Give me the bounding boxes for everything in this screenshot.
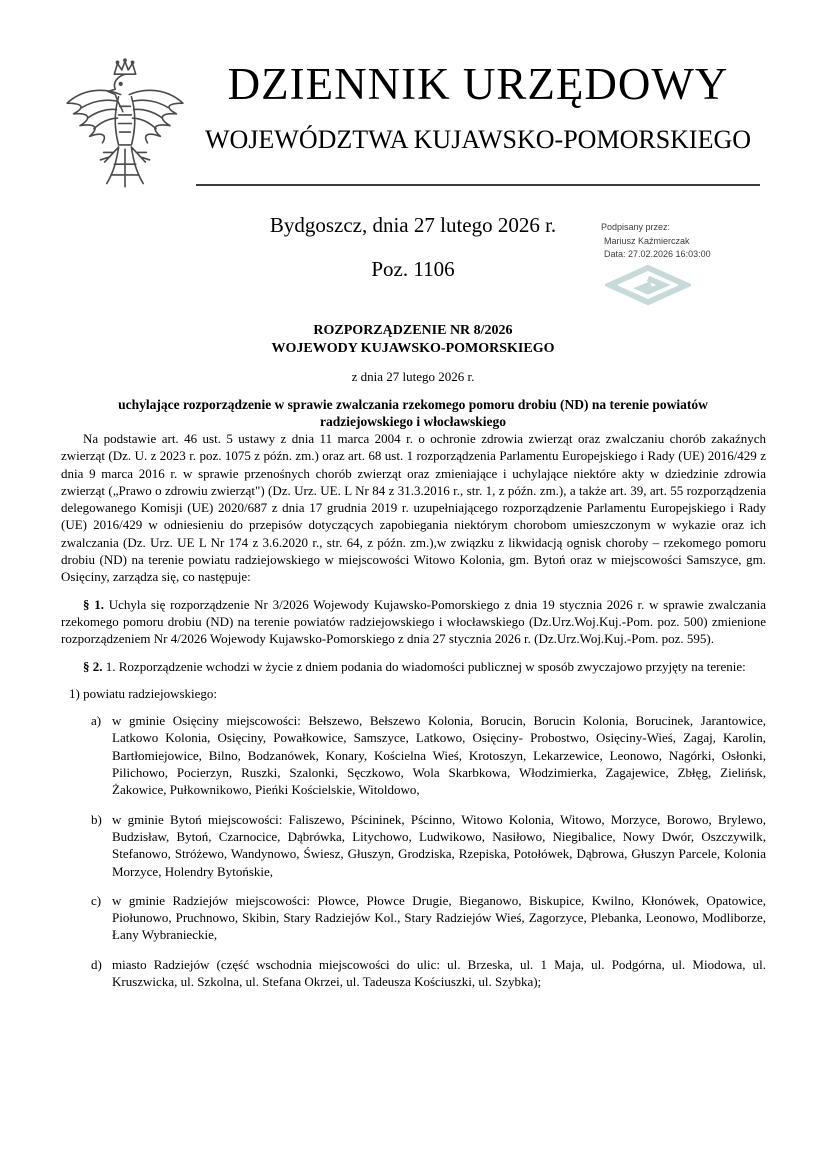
section-2-paragraph [61, 658, 766, 675]
lettered-item-a-marker: a) [91, 713, 102, 729]
lettered-item-a [61, 712, 766, 798]
masthead-divider [196, 184, 760, 186]
section-1-text: Uchyla się rozporządzenie Nr 3/2026 Wojewody Kujawsko-Pomorskiego z dnia 19 stycznia 2026 r. w sprawie zwalczania rzekomego pomoru drobiu (ND) na terenie powiatów radziejowskiego i włocławskiego (Dz.Urz.Woj.Kuj.-Pom. poz. 500) zmienione rozporządzeniem Nr 4/2026 Wojewody Kujawsko-Pomorskiego z dnia 27 stycznia 2026 r. (Dz.Urz.Woj.Kuj.-Pom. poz. 595). [61, 596, 767, 647]
section-2-text: 1. Rozporządzenie wchodzi w życie z dniem podania do wiadomości publicznej w sposób zwyczajowo przyjęty na terenie: [105, 658, 746, 674]
act-date: z dnia 27 lutego 2026 r. [351, 369, 475, 384]
lettered-item-c-text: w gminie Radziejów miejscowości: Płowce, Płowce Drugie, Bieganowo, Biskupice, Kwilno, Kłonówek, Opatowice, Piołunowo, Pruchnowo, Skibin, Stary Radziejów Kol., Stary Radziejów Wieś, Zagorzyce, Plebanka, Leonowo, Modliborze, Łany Wybranieckie, [112, 892, 766, 943]
act-heading [60, 322, 766, 430]
lettered-item-c [61, 892, 766, 944]
polish-eagle-emblem [60, 56, 190, 206]
act-subject: uchylające rozporządzenie w sprawie zwalczania rzekomego pomoru drobiu (ND) na terenie powiatów radziejowskiego i włocławskiego [118, 397, 708, 429]
position-number: Poz. 1106 [371, 257, 455, 281]
lettered-item-b-marker: b) [91, 811, 102, 827]
lettered-item-d [61, 956, 766, 991]
lettered-item-d-text: miasto Radziejów (część wschodnia miejscowości do ulic: ul. Brzeska, ul. 1 Maja, ul. Podgórna, ul. Miodowa, ul. Kruszwicka, ul. Szkolna, ul. Stefana Okrzei, ul. Tadeusza Kościuszki, ul. Szybka); [112, 956, 766, 990]
journal-subtitle: WOJEWÓDZTWA KUJAWSKO-POMORSKIEGO [204, 125, 752, 154]
lettered-item-c-marker: c) [91, 892, 102, 908]
numbered-item-1: 1) powiatu radziejowskiego: [69, 685, 218, 701]
journal-title: DZIENNIK URZĘDOWY [227, 59, 729, 109]
lettered-item-b [61, 811, 766, 880]
act-title-line1: ROZPORZĄDZENIE NR 8/2026 [313, 323, 513, 338]
section-2-marker: § 2. [83, 658, 103, 674]
signature-signed-by-label: Podpisany przez: [601, 222, 671, 232]
section-1-marker: § 1. [83, 596, 104, 612]
signature-date: Data: 27.02.2026 16:03:00 [604, 249, 711, 259]
lettered-item-a-text: w gminie Osięciny miejscowości: Bełszewo, Bełszewo Kolonia, Borucin, Borucin Kolonia, Borucinek, Jarantowice, Latkowo Kolonia, Osięciny, Powałkowice, Samszyce, Latkowo, Osięciny- Probostwo, Osięciny-Wieś, Zagaj, Karolin, Bartłomiejowice, Bilno, Bodzanówek, Konary, Kościelna Wieś, Krotoszyn, Lekarzewice, Leonowo, Nagórki, Osłonki, Pilichowo, Pocierzyn, Ruszki, Szalonki, Sęczkowo, Wola Skarbkowa, Włodzimierka, Zagajewice, Zbłęg, Zielińsk, Żakowice, Pułkownikowo, Pieńki Kościelskie, Witoldowo, [112, 713, 766, 798]
act-body [61, 430, 766, 1002]
lettered-item-d-marker: d) [91, 956, 102, 972]
section-1-paragraph [61, 596, 766, 648]
preamble-paragraph: Na podstawie art. 46 ust. 5 ustawy z dnia 11 marca 2004 r. o ochronie zdrowia zwierząt oraz zwalczaniu chorób zakaźnych zwierząt (Dz. U. z 2023 r. poz. 1075 z późn. zm.) oraz art. 68 ust. 1 rozporządzenia Parlamentu Europejskiego i Rady (UE) 2016/429 z dnia 9 marca 2016 r. w sprawie przenośnych chorób zwierząt oraz zmieniające i uchylające niektóre akty w dziedzinie zdrowia zwierząt („Prawo o zdrowiu zwierząt") (Dz. Urz. UE. L Nr 84 z 31.3.2016 r., str. 1, z późn. zm.), a także art. 39, art. 55 rozporządzenia delegowanego Komisji (UE) 2020/687 z dnia 17 grudnia 2019 r. uzupełniającego rozporządzenie Parlamentu Europejskiego i Rady (UE) 2016/429 w odniesieniu do przepisów dotyczących zapobiegania niektórym chorobom umieszczonym w wykazie oraz ich zwalczania (Dz. Urz. UE L Nr 174 z 3.6.2020 r., str. 64, z późn. zm.),w związku z likwidacją ognisk choroby – rzekomego pomoru drobiu (ND) na terenie powiatu radziejowskiego w miejscowości Witowo Kolonia, gm. Bytoń oraz w miejscowości Samszyce, gm. Osięciny, zarządza się, co następuje: [61, 431, 766, 585]
masthead [192, 60, 764, 155]
lettered-item-b-text: w gminie Bytoń miejscowości: Faliszewo, Pścininek, Pścinno, Witowo Kolonia, Witowo, Morzyce, Borowo, Brylewo, Budzisław, Bytoń, Czarnocice, Dąbrówka, Litychowo, Ludwikowo, Nasiłowo, Niegibalice, Nowy Dwór, Oszczywilk, Stefanowo, Stróżewo, Wandynowo, Świesz, Głuszyn, Grodziska, Rzepiska, Potołówek, Dąbrowa, Głuszyn Parcele, Kolonia Morzyce, Holendry Bytońskie, [112, 811, 766, 879]
place-date-line: Bydgoszcz, dnia 27 lutego 2026 r. [269, 213, 557, 237]
signature-signer-name: Mariusz Kaźmierczak [604, 235, 690, 246]
act-title-line2: WOJEWODY KUJAWSKO-POMORSKIEGO [271, 341, 555, 356]
